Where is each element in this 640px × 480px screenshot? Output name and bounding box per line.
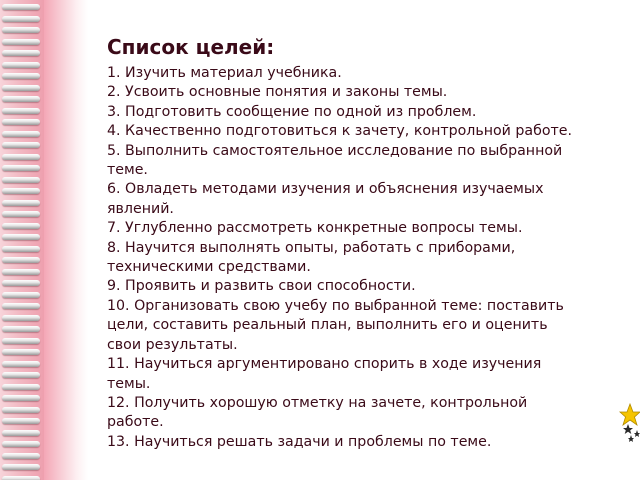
notebook-binding-shadow — [44, 0, 88, 480]
binding-ring-icon — [2, 326, 40, 332]
binding-ring-icon — [2, 418, 40, 424]
star-icon — [634, 430, 640, 437]
binding-ring-icon — [2, 372, 40, 378]
binding-ring-icon — [2, 39, 40, 45]
binding-ring-icon — [2, 315, 40, 321]
goal-item: 7. Углубленно рассмотреть конкретные вопросы темы. — [107, 220, 523, 237]
binding-ring-icon — [2, 50, 40, 56]
binding-ring-icon — [2, 453, 40, 459]
binding-ring-icon — [2, 430, 40, 436]
goal-item: 6. Овладеть методами изучения и объяснения изучаемых явлений. — [107, 181, 544, 217]
binding-ring-icon — [2, 257, 40, 263]
goal-item: 12. Получить хорошую отметку на зачете, контрольной работе. — [107, 394, 528, 431]
page-title: Список целей: — [107, 35, 275, 59]
binding-ring-icon — [2, 27, 40, 33]
goal-item: 4. Качественно подготовиться к зачету, контрольной работе. — [107, 123, 573, 140]
binding-ring-icon — [2, 119, 40, 125]
goal-item: 5. Выполнить самостоятельное исследование по выбранной теме. — [107, 142, 563, 179]
binding-ring-icon — [2, 16, 40, 22]
goal-item: 13. Научиться решать задачи и проблемы по теме. — [107, 433, 492, 450]
binding-ring-icon — [2, 211, 40, 217]
binding-ring-icon — [2, 234, 40, 240]
binding-ring-icon — [2, 85, 40, 91]
binding-ring-icon — [2, 188, 40, 194]
goal-item: 3. Подготовить сообщение по одной из проблем. — [107, 103, 477, 120]
binding-ring-icon — [2, 292, 40, 298]
binding-ring-icon — [2, 73, 40, 79]
goal-item: 10. Организовать свою учебу по выбранной теме: поставить цели, составить реальный план, выполнить его и оценить свои результаты. — [107, 297, 564, 353]
binding-ring-icon — [2, 154, 40, 160]
goal-item: 2. Усвоить основные понятия и законы темы. — [107, 84, 448, 101]
binding-ring-icon — [2, 96, 40, 102]
binding-ring-icon — [2, 464, 40, 470]
goals-block — [107, 34, 582, 452]
binding-ring-icon — [2, 246, 40, 252]
notebook-rings-icon — [0, 0, 44, 480]
binding-ring-icon — [2, 280, 40, 286]
binding-ring-icon — [2, 441, 40, 447]
binding-ring-icon — [2, 384, 40, 390]
star-icon — [628, 435, 634, 442]
star-icon — [623, 424, 633, 434]
goal-list — [107, 64, 582, 452]
binding-ring-icon — [2, 349, 40, 355]
binding-ring-icon — [2, 407, 40, 413]
binding-ring-icon — [2, 131, 40, 137]
binding-ring-icon — [2, 361, 40, 367]
binding-ring-icon — [2, 269, 40, 275]
goal-item: 1. Изучить материал учебника. — [107, 65, 342, 81]
star-icon — [620, 404, 640, 425]
binding-ring-icon — [2, 476, 40, 480]
stars-icon — [612, 402, 640, 442]
binding-ring-icon — [2, 200, 40, 206]
binding-ring-icon — [2, 142, 40, 148]
binding-ring-icon — [2, 177, 40, 183]
binding-ring-icon — [2, 338, 40, 344]
binding-ring-icon — [2, 223, 40, 229]
goal-item: 11. Научиться аргументировано спорить в ходе изучения темы. — [107, 356, 542, 392]
binding-ring-icon — [2, 108, 40, 114]
goal-item: 8. Научится выполнять опыты, работать с приборами, техническими средствами. — [107, 239, 516, 276]
binding-ring-icon — [2, 165, 40, 171]
binding-ring-icon — [2, 395, 40, 401]
goal-item: 9. Проявить и развить свои способности. — [107, 278, 416, 295]
binding-ring-icon — [2, 4, 40, 10]
binding-ring-icon — [2, 62, 40, 68]
binding-ring-icon — [2, 303, 40, 309]
